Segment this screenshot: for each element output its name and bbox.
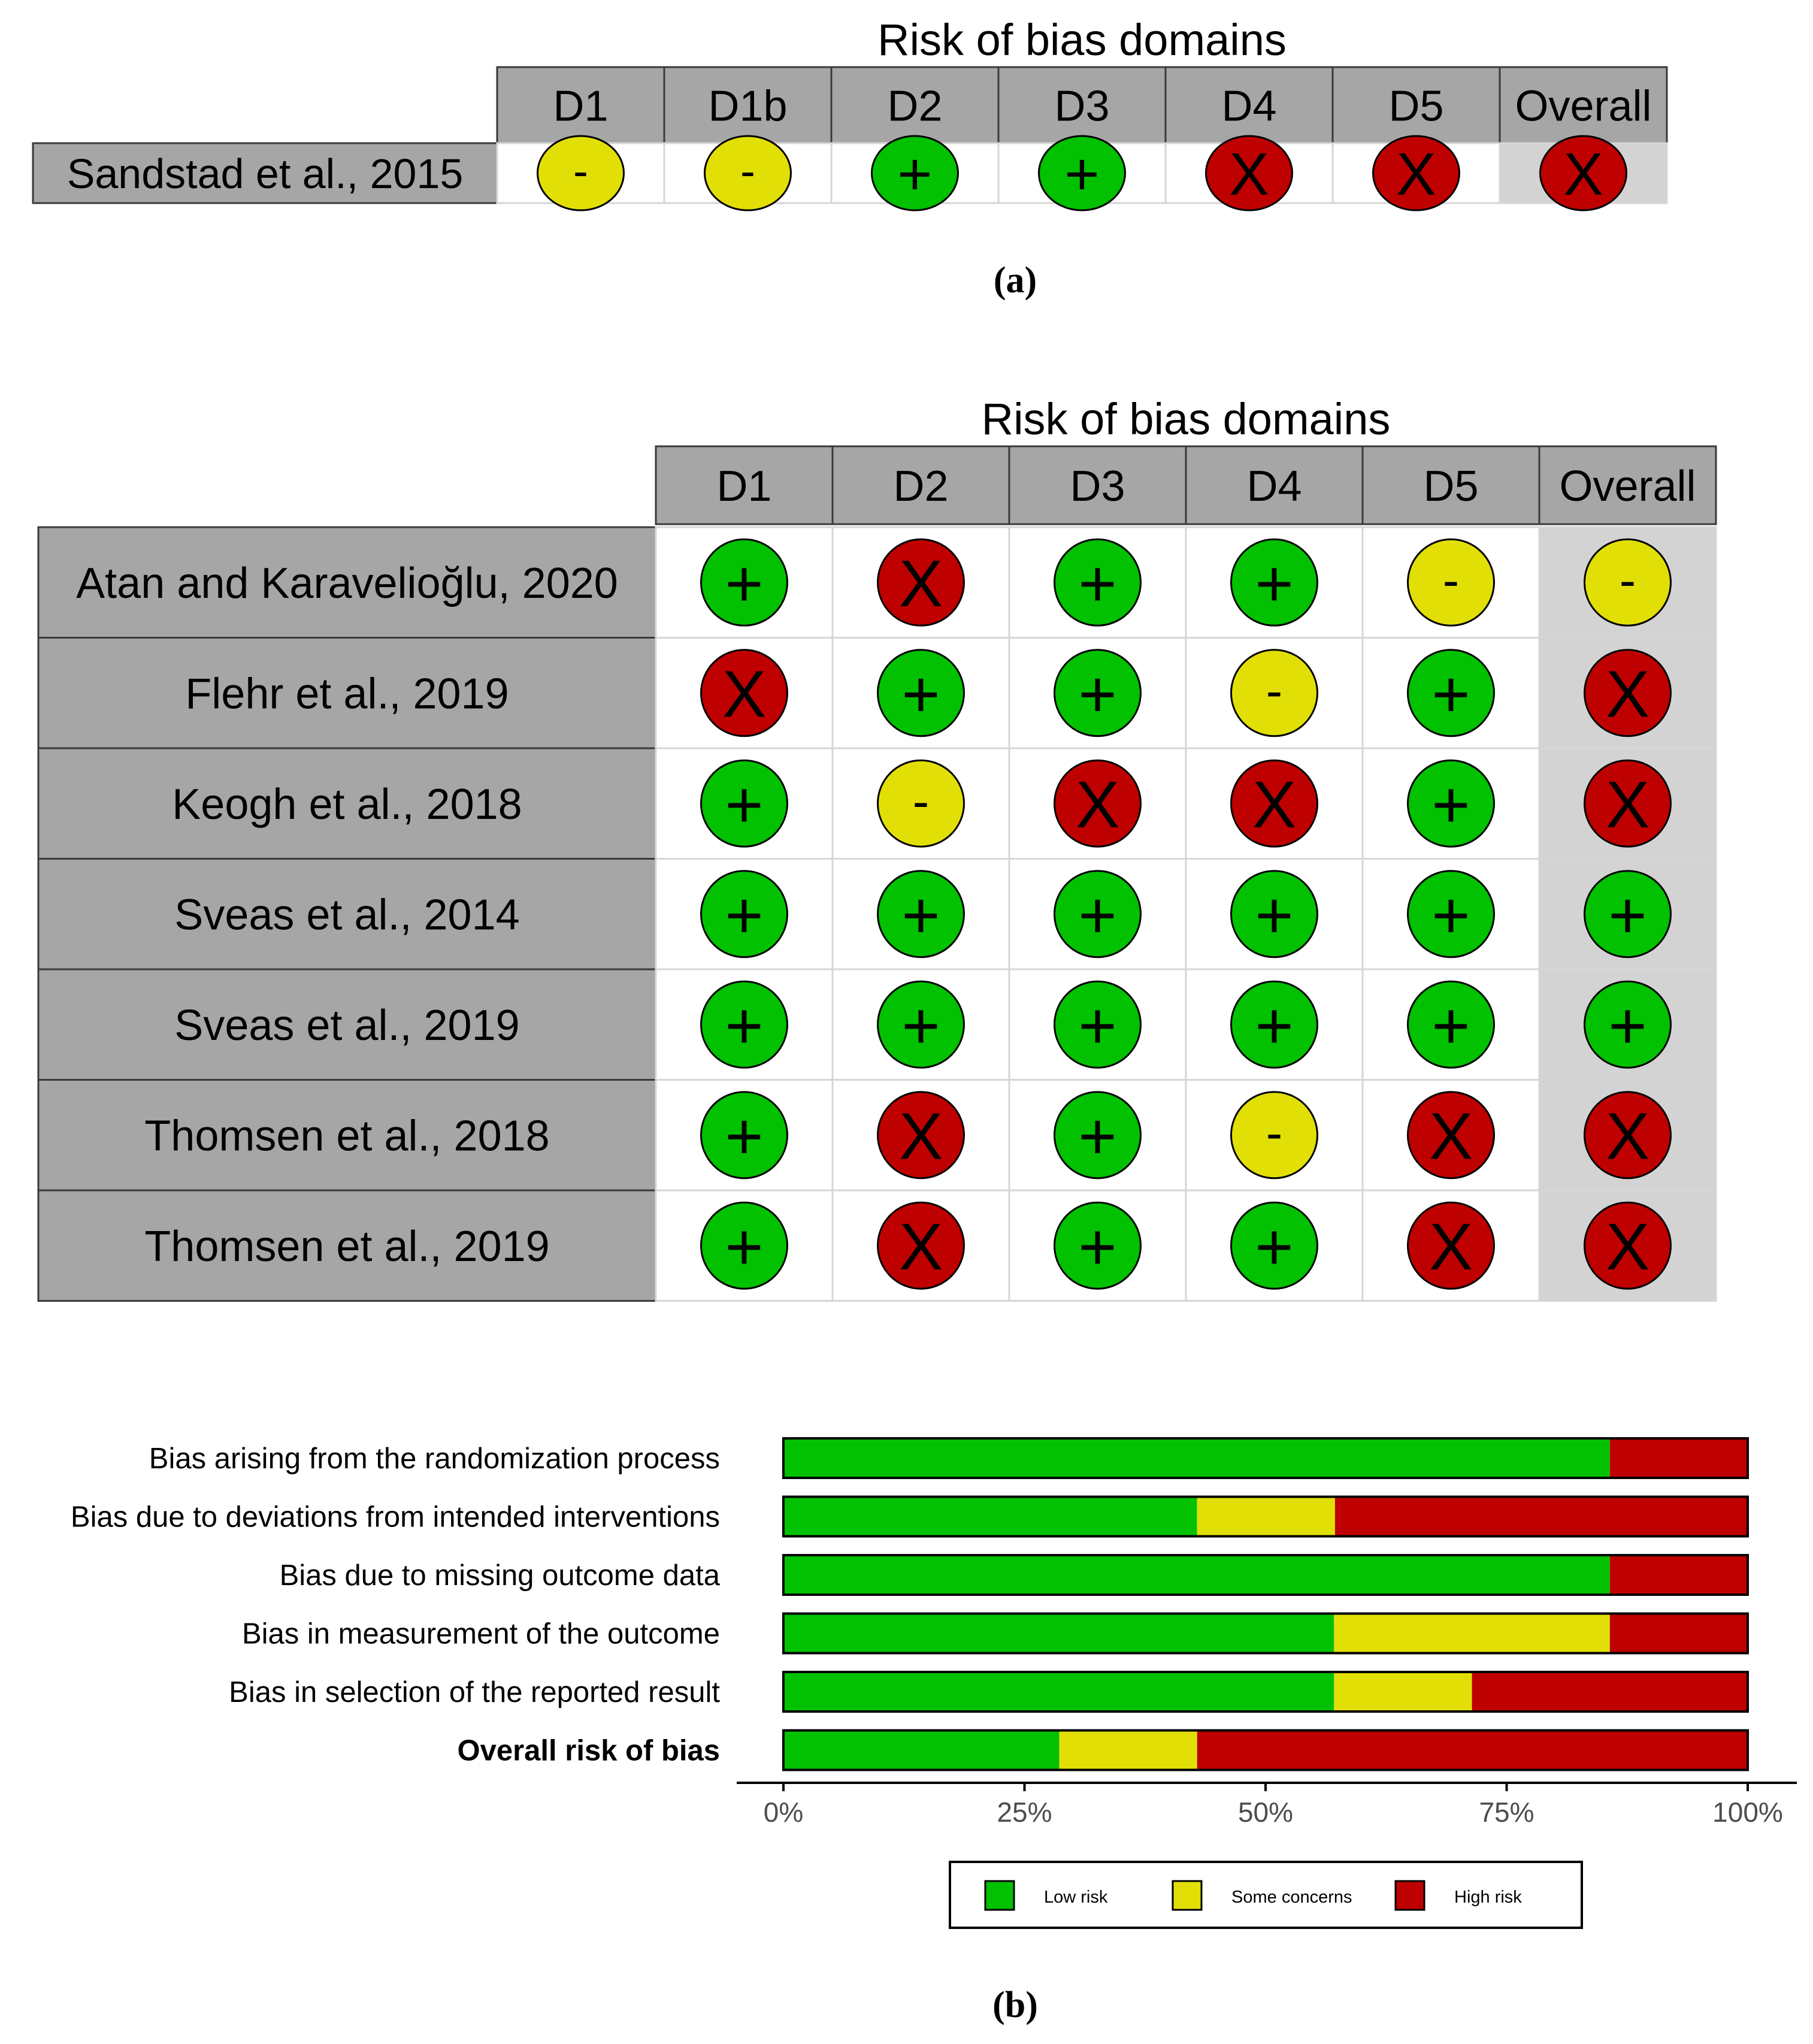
judgement-symbol: + (901, 878, 940, 953)
judgement-symbol: - (1266, 1105, 1283, 1160)
panel-b-caption: (b) (992, 1985, 1038, 2025)
domain-header-label: D2 (893, 462, 949, 510)
judgement-symbol: X (1252, 767, 1297, 842)
panel-title: Risk of bias domains (981, 394, 1391, 444)
judgement-symbol: + (901, 657, 940, 731)
study-name: Flehr et al., 2019 (185, 670, 509, 718)
judgement-symbol: X (898, 1099, 943, 1174)
judgement-symbol: + (725, 546, 764, 621)
judgement-symbol: + (1255, 546, 1294, 621)
judgement-symbol: - (573, 146, 588, 196)
bar-segment-some (1334, 1614, 1609, 1653)
judgement-symbol: + (1078, 988, 1117, 1063)
judgement-symbol: + (897, 141, 933, 208)
panel-title: Risk of bias domains (877, 15, 1287, 65)
judgement-symbol: + (1431, 988, 1470, 1063)
judgement-symbol: + (1608, 988, 1647, 1063)
domain-header-label: D1 (716, 462, 772, 510)
study-name: Thomsen et al., 2019 (144, 1223, 550, 1271)
category-label: Bias arising from the randomization process (149, 1443, 720, 1475)
judgement-symbol: X (1428, 1099, 1473, 1174)
domain-header-label: D2 (887, 82, 943, 131)
judgement-symbol: + (901, 988, 940, 1063)
domain-header-label: D1b (708, 82, 788, 131)
category-label: Overall risk of bias (457, 1734, 720, 1767)
bar-segment-low (783, 1438, 1610, 1478)
judgement-symbol: + (1431, 767, 1470, 842)
study-name: Keogh et al., 2018 (172, 781, 522, 829)
legend-label: High risk (1454, 1888, 1522, 1907)
legend-swatch-low (985, 1881, 1014, 1910)
bar-segment-high (1335, 1497, 1749, 1537)
bar-segment-low (783, 1731, 1059, 1770)
x-tick-label: 75% (1479, 1797, 1534, 1828)
bar-segment-low (783, 1497, 1197, 1537)
legend-swatch-high (1396, 1881, 1424, 1910)
study-name: Sveas et al., 2019 (174, 1002, 520, 1050)
domain-header-label: D4 (1221, 82, 1277, 131)
panel-a-caption: (a) (993, 260, 1037, 301)
study-name: Sandstad et al., 2015 (66, 150, 464, 198)
judgement-symbol: + (1431, 878, 1470, 953)
judgement-symbol: - (740, 146, 755, 196)
domain-header-label: D3 (1054, 82, 1110, 131)
category-label: Bias due to deviations from intended interventions (70, 1501, 720, 1534)
judgement-symbol: X (1428, 1210, 1473, 1284)
bar-segment-high (1472, 1672, 1748, 1712)
judgement-symbol: X (1563, 141, 1603, 208)
judgement-symbol: + (725, 1210, 764, 1284)
judgement-symbol: X (722, 657, 767, 731)
domain-header-label: Overall (1515, 82, 1652, 131)
domain-header-label: D1 (553, 82, 609, 131)
judgement-symbol: + (1255, 878, 1294, 953)
judgement-symbol: + (1078, 546, 1117, 621)
bar-segment-high (1610, 1438, 1748, 1478)
bar-segment-some (1197, 1497, 1335, 1537)
judgement-symbol: + (725, 878, 764, 953)
study-name: Thomsen et al., 2018 (144, 1112, 550, 1160)
domain-header-label: D4 (1246, 462, 1302, 510)
bar-segment-low (783, 1672, 1334, 1712)
panel-a-traffic-light-plot (33, 15, 1667, 210)
panel-b-traffic-light-plot (38, 394, 1716, 1301)
judgement-symbol: + (1078, 1210, 1117, 1284)
judgement-symbol: X (1229, 141, 1269, 208)
judgement-symbol: + (1078, 657, 1117, 731)
x-tick-label: 100% (1712, 1797, 1783, 1828)
category-label: Bias in selection of the reported result (229, 1676, 720, 1709)
judgement-symbol: X (898, 546, 943, 621)
bar-segment-some (1334, 1672, 1472, 1712)
domain-header-label: D5 (1423, 462, 1479, 510)
bar-segment-high (1197, 1731, 1748, 1770)
judgement-symbol: X (1396, 141, 1436, 208)
judgement-symbol: - (912, 773, 930, 829)
judgement-symbol: - (1266, 663, 1283, 718)
judgement-symbol: + (725, 1099, 764, 1174)
judgement-symbol: + (1078, 1099, 1117, 1174)
legend-label: Some concerns (1231, 1888, 1352, 1907)
judgement-symbol: - (1619, 552, 1636, 608)
judgement-symbol: + (1255, 1210, 1294, 1284)
judgement-symbol: X (1605, 767, 1650, 842)
summary-bar-chart (71, 1438, 1797, 1928)
bar-segment-some (1059, 1731, 1197, 1770)
judgement-symbol: + (1078, 878, 1117, 953)
category-label: Bias due to missing outcome data (279, 1559, 720, 1592)
judgement-symbol: X (898, 1210, 943, 1284)
x-tick-label: 0% (763, 1797, 804, 1828)
x-tick-label: 50% (1237, 1797, 1294, 1828)
judgement-symbol: + (1608, 878, 1647, 953)
legend-label: Low risk (1044, 1888, 1108, 1907)
bar-segment-high (1610, 1555, 1748, 1595)
bar-segment-high (1610, 1614, 1748, 1653)
judgement-symbol: + (725, 988, 764, 1063)
judgement-symbol: + (1255, 988, 1294, 1063)
judgement-symbol: X (1605, 657, 1650, 731)
judgement-symbol: X (1605, 1099, 1650, 1174)
legend-swatch-some (1173, 1881, 1201, 1910)
study-name: Sveas et al., 2014 (174, 891, 520, 939)
judgement-symbol: + (1064, 141, 1100, 208)
category-label: Bias in measurement of the outcome (241, 1617, 720, 1650)
bar-segment-low (783, 1555, 1610, 1595)
bar-segment-low (783, 1614, 1334, 1653)
domain-header-label: D3 (1070, 462, 1125, 510)
study-name: Atan and Karavelioğlu, 2020 (76, 560, 618, 608)
domain-header-label: Overall (1559, 462, 1696, 510)
judgement-symbol: - (1442, 552, 1460, 608)
domain-header-label: D5 (1388, 82, 1444, 131)
judgement-symbol: + (1431, 657, 1470, 731)
judgement-symbol: + (725, 767, 764, 842)
judgement-symbol: X (1605, 1210, 1650, 1284)
judgement-symbol: X (1075, 767, 1120, 842)
x-tick-label: 25% (997, 1797, 1052, 1828)
